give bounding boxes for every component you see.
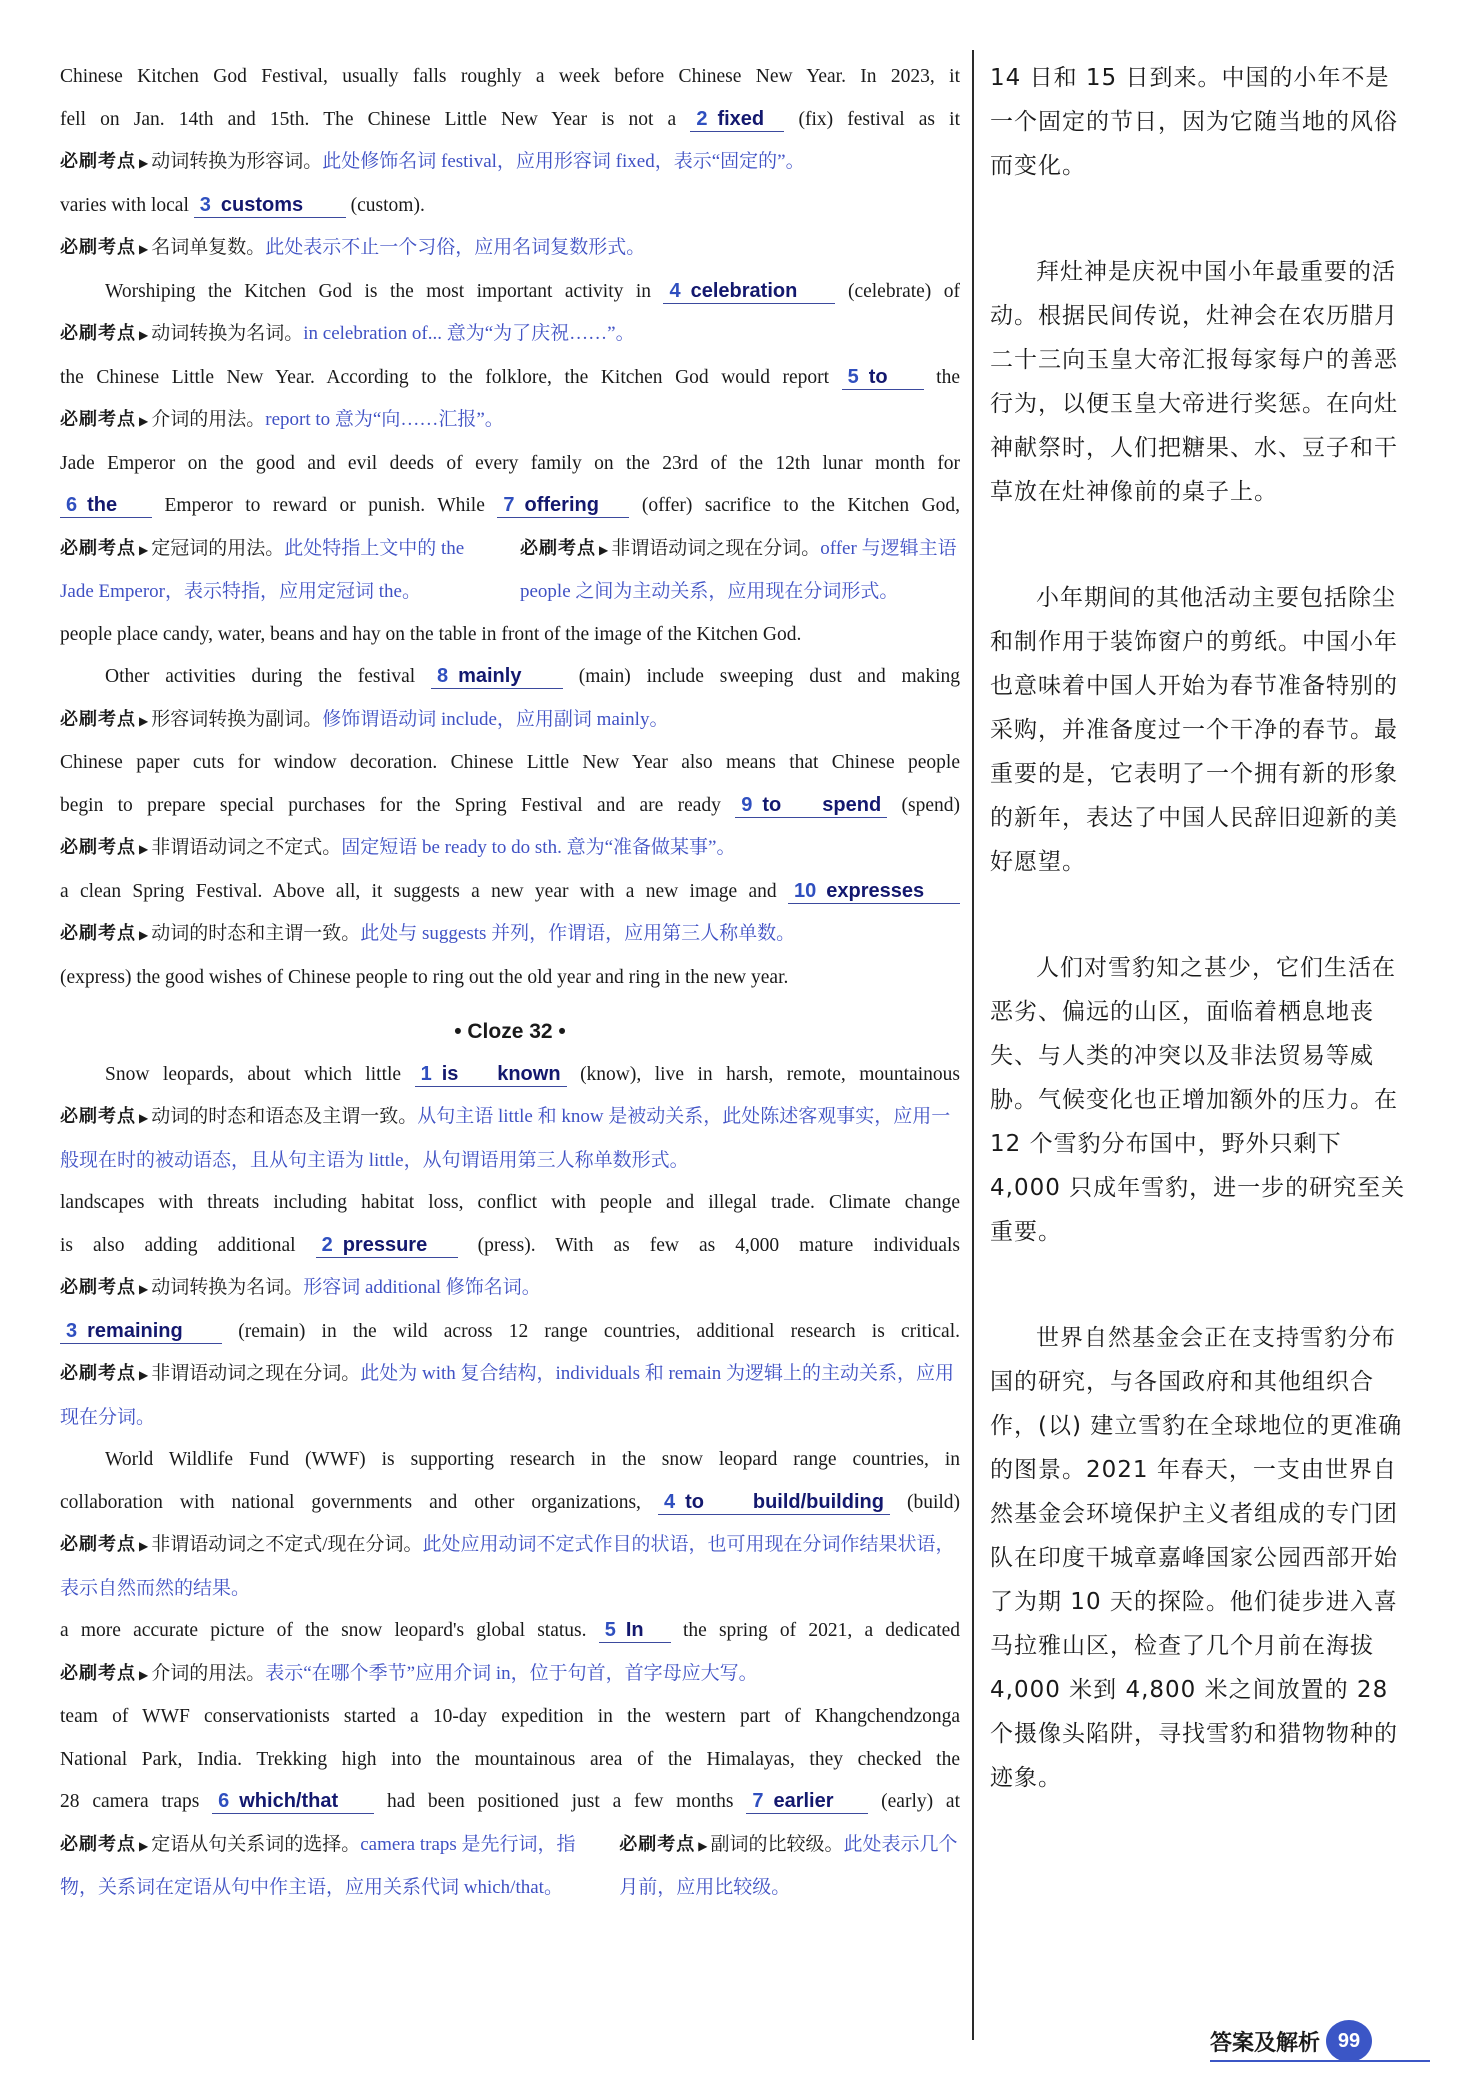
answer-blank-6b: 6 which/that	[212, 1789, 374, 1814]
translation-paragraph: 拜灶神是庆祝中国小年最重要的活动。根据民间传说，灶神会在农历腊月二十三向玉皇大帝汇报每家每户的善恶行为，以便玉皇大帝进行奖惩。在向灶神献祭时，人们把糖果、水、豆子和干草放在灶神像前的桌子上。	[990, 259, 1398, 505]
passage-line: people place candy, water, beans and hay on the table in front of the image of the Kitchen God.	[60, 623, 802, 645]
page-footer	[1210, 2020, 1372, 2062]
answer-blank-7: 7 offering	[497, 493, 629, 518]
key-point-pair	[60, 528, 960, 614]
translation-column	[990, 56, 1410, 1800]
key-point-note: 必刷考点 ▶ 动词的时态和主谓一致。此处与 suggests 并列，作谓语，应用第三人称单数。	[60, 923, 796, 944]
key-point-note: 必刷考点 ▶ 动词转换为名词。in celebration of... 意为“为了庆祝……”。	[60, 323, 635, 344]
passage-line: landscapes with threats including habitat loss, conflict with people and illegal trade. Climate change	[60, 1192, 960, 1213]
passage-line: Jade Emperor on the good and evil deeds of every family on the 23rd of the 12th lunar month for	[60, 452, 960, 474]
passage-line: Worshiping the Kitchen God is the most important activity in 4 celebration (celebrate) of	[105, 279, 960, 302]
answer-blank-8: 8 mainly	[431, 664, 563, 689]
key-point-note: 必刷考点 ▶ 副词的比较级。此处表示几个月前，应用比较级。	[619, 1833, 958, 1898]
key-point-note: 必刷考点 ▶ 非谓语动词之现在分词。此处为 with 复合结构，individuals 和 remain 为逻辑上的主动关系，应用现在分词。	[60, 1363, 954, 1428]
passage-line: (express) the good wishes of Chinese people to ring out the old year and ring in the new year.	[60, 966, 789, 988]
footer-title: 答案及解析	[1210, 2030, 1321, 2056]
passage-line: Snow leopards, about which little 1 is known (know), live in harsh, remote, mountainous	[105, 1062, 961, 1085]
translation-paragraph: 世界自然基金会正在支持雪豹分布国的研究，与各国政府和其他组织合作，(以) 建立雪豹在全球地位的更准确的图景。2021 年春天，一支由世界自然基金会环境保护主义者组成的专门团队在印度干城章嘉峰国家公园西部开始了为期 10 天的探险。他们徒步进入喜马拉雅山区，检查了几个月前在海拔 4,000 米到 4,800 米之间放置的 28 个摄像头陷阱，寻找雪豹和猎物物种的迹象。	[990, 1325, 1403, 1791]
footer-rule	[1210, 2060, 1430, 2062]
key-point-note: 必刷考点 ▶ 非谓语动词之不定式。固定短语 be ready to do sth. 意为“准备做某事”。	[60, 837, 736, 858]
passage-line: Chinese Kitchen God Festival, usually falls roughly a week before Chinese New Year. In 2023, it	[60, 66, 960, 87]
answer-blank-10: 10 expresses	[788, 879, 960, 904]
translation-paragraph: 人们对雪豹知之甚少，它们生活在恶劣、偏远的山区，面临着栖息地丧失、与人类的冲突以及非法贸易等威胁。气候变化也正增加额外的压力。在 12 个雪豹分布国中，野外只剩下 4,000 只成年雪豹，进一步的研究至关重要。	[990, 955, 1406, 1245]
key-point-note: 必刷考点 ▶ 非谓语动词之不定式/现在分词。此处应用动词不定式作目的状语，也可用现在分词作结果状语，表示自然而然的结果。	[60, 1534, 955, 1599]
passage-line: is also adding additional 2 pressure (press). With as few as 4,000 mature individuals	[60, 1233, 960, 1256]
passage-line: varies with local 3 customs (custom).	[60, 193, 425, 216]
key-point-note: 必刷考点 ▶ 名词单复数。此处表示不止一个习俗，应用名词复数形式。	[60, 237, 646, 258]
passage-line: National Park, India. Trekking high into the mountainous area of the Himalayas, they checked the	[60, 1748, 960, 1770]
answer-blank-3b: 3 remaining	[60, 1319, 222, 1344]
passage-line: fell on Jan. 14th and 15th. The Chinese Little New Year is not a 2 fixed (fix) festival as it	[60, 107, 960, 130]
passage-line: Chinese paper cuts for window decoration. Chinese Little New Year also means that Chinese people	[60, 752, 960, 773]
translation-paragraph: 14 日和 15 日到来。中国的小年不是一个固定的节日，因为它随当地的风俗而变化。	[990, 65, 1398, 179]
answer-blank-4b: 4 to build/building	[658, 1490, 890, 1515]
page-number: 99	[1326, 2020, 1372, 2062]
key-point-note: 必刷考点 ▶ 形容词转换为副词。修饰谓语动词 include，应用副词 mainly。	[60, 708, 669, 730]
passage-line: a clean Spring Festival. Above all, it suggests a new year with a new image and 10 expresses	[60, 871, 960, 914]
passage-line: 28 camera traps 6 which/that had been positioned just a few months 7 earlier (early) at	[60, 1790, 960, 1812]
passage-line: a more accurate picture of the snow leopard's global status. 5 In the spring of 2021, a dedicated	[60, 1619, 961, 1641]
key-point-note: 必刷考点 ▶ 介词的用法。表示“在哪个季节”应用介词 in，位于句首，首字母应大写。	[60, 1662, 758, 1684]
passage-line: collaboration with national governments and other organizations, 4 to build/building (build)	[60, 1490, 961, 1513]
key-point-note: 必刷考点 ▶ 动词转换为名词。形容词 additional 修饰名词。	[60, 1277, 541, 1298]
key-point-note: 必刷考点 ▶ 定冠词的用法。此处特指上文中的 the Jade Emperor，表示特指，应用定冠词 the。	[60, 537, 465, 602]
answer-blank-1: 1 is known	[415, 1062, 567, 1087]
column-divider	[972, 50, 974, 2040]
answer-blank-9: 9 to spend	[735, 793, 887, 818]
passage-line: the Chinese Little New Year. According to the folklore, the Kitchen God would report 5 to the	[60, 365, 960, 388]
passage-line: team of WWF conservationists started a 10-day expedition in the western part of Khangchendzonga	[60, 1706, 960, 1727]
key-point-note: 必刷考点 ▶ 动词的时态和语态及主谓一致。从句主语 little 和 know 是被动关系，此处陈述客观事实，应用一般现在时的被动语态，且从句主语为 little，从句谓语用第三人称单数形式。	[60, 1106, 951, 1171]
answer-column	[60, 56, 960, 1910]
key-point-note: 必刷考点 ▶ 介词的用法。report to 意为“向……汇报”。	[60, 409, 504, 430]
passage-line: 6 the Emperor to reward or punish. While 7 offering (offer) sacrifice to the Kitchen God,	[60, 485, 960, 528]
answer-blank-5: 5 to	[842, 365, 924, 390]
answer-blank-2: 2 fixed	[690, 107, 784, 132]
passage-line: World Wildlife Fund (WWF) is supporting research in the snow leopard range countries, in	[105, 1449, 960, 1470]
answer-blank-3: 3 customs	[194, 193, 346, 218]
answer-blank-4: 4 celebration	[663, 279, 835, 304]
key-point-note: 必刷考点 ▶ 动词转换为形容词。此处修饰名词 festival，应用形容词 fixed，表示“固定的”。	[60, 151, 805, 172]
answer-blank-2b: 2 pressure	[316, 1233, 458, 1258]
passage-line: Other activities during the festival 8 mainly (main) include sweeping dust and making	[105, 665, 960, 687]
passage-line: begin to prepare special purchases for the Spring Festival and are ready 9 to spend (spend)	[60, 793, 961, 816]
key-point-note: 必刷考点 ▶ 定语从句关系词的选择。camera traps 是先行词，指物，关系词在定语从句中作主语，应用关系代词 which/that。	[60, 1833, 576, 1898]
answer-blank-5b: 5 In	[599, 1618, 671, 1643]
key-point-note: 必刷考点 ▶ 非谓语动词之现在分词。offer 与逻辑主语 people 之间为主动关系，应用现在分词形式。	[520, 537, 957, 602]
key-point-pair	[60, 1824, 960, 1910]
translation-paragraph: 小年期间的其他活动主要包括除尘和制作用于装饰窗户的剪纸。中国小年也意味着中国人开始为春节准备特别的采购，并准备度过一个干净的春节。最重要的是，它表明了一个拥有新的形象的新年，表达了中国人民辞旧迎新的美好愿望。	[990, 585, 1398, 875]
answer-blank-6: 6 the	[60, 493, 152, 518]
section-heading: • Cloze 32 •	[454, 1020, 566, 1043]
passage-line: 3 remaining (remain) in the wild across 12 range countries, additional research is critical.	[60, 1311, 960, 1354]
answer-blank-7b: 7 earlier	[746, 1789, 868, 1814]
